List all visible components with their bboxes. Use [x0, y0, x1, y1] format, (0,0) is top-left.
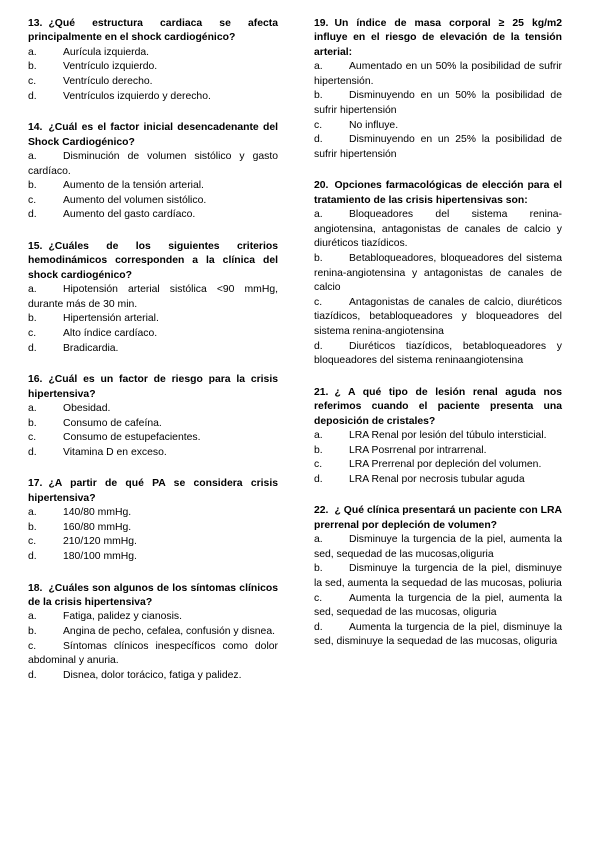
question-text: Un índice de masa corporal ≥ 25 kg/m2 influye en el riesgo de elevación de la tensión arterial:	[314, 18, 562, 58]
option-letter: c.	[28, 640, 37, 652]
option-text: Disnea, dolor torácico, fatiga y palidez.	[63, 669, 242, 681]
option-letter: d.	[28, 90, 37, 102]
answer-option	[314, 133, 562, 162]
option-letter: d.	[28, 209, 37, 221]
option-letter: b.	[314, 252, 323, 264]
question-heading	[28, 17, 278, 46]
option-letter: a.	[28, 611, 37, 623]
option-letter: b.	[28, 417, 37, 429]
option-text: Disminuyendo en un 50% la posibilidad de sufrir hipertensión	[314, 90, 562, 116]
question-number: 14.	[28, 122, 43, 134]
question-number: 16.	[28, 374, 43, 386]
question-heading	[314, 17, 562, 60]
option-letter: c.	[28, 432, 37, 444]
question-heading	[28, 477, 278, 506]
option-text: Hipertensión arterial.	[63, 313, 159, 325]
option-letter: c.	[314, 459, 323, 471]
answer-option	[314, 621, 562, 650]
question-block	[28, 373, 278, 460]
answer-option	[314, 296, 562, 340]
answer-option	[28, 431, 278, 446]
option-text: Ventrículos izquierdo y derecho.	[63, 90, 211, 102]
option-letter: b.	[28, 625, 37, 637]
question-text: ¿ Qué clínica presentará un paciente con LRA prerrenal por depleción de volumen?	[314, 505, 562, 531]
answer-option	[314, 473, 562, 488]
question-text: ¿Cuál es un factor de riesgo para la crisis hipertensiva?	[28, 374, 278, 400]
option-letter: c.	[314, 296, 323, 308]
option-text: Consumo de estupefacientes.	[63, 432, 201, 444]
question-number: 22.	[314, 505, 329, 517]
question-block	[28, 240, 278, 356]
answer-option	[28, 521, 278, 536]
answer-option	[314, 252, 562, 296]
answer-option	[28, 60, 278, 75]
option-text: Disminuye la turgencia de la piel, aumenta la sed, sequedad de las mucosas,oliguria	[314, 534, 562, 560]
option-letter: b.	[314, 90, 323, 102]
question-heading	[28, 240, 278, 283]
option-text: Aumento del volumen sistólico.	[63, 194, 207, 206]
option-text: Consumo de cafeína.	[63, 417, 162, 429]
answer-option	[28, 610, 278, 625]
option-text: Antagonistas de canales de calcio, diuréticos tiazídicos, betabloqueadores y bloqueadores del sistema renina-angiotensina	[314, 296, 562, 337]
option-text: Obesidad.	[63, 402, 111, 414]
question-number: 21.	[314, 386, 329, 398]
option-text: 180/100 mmHg.	[63, 550, 137, 562]
option-letter: d.	[28, 446, 37, 458]
option-letter: c.	[28, 194, 37, 206]
question-block	[28, 582, 278, 684]
answer-option	[28, 506, 278, 521]
option-text: No influye.	[349, 119, 399, 131]
option-letter: d.	[28, 669, 37, 681]
option-letter: a.	[28, 284, 37, 296]
answer-option	[28, 283, 278, 312]
answer-option	[314, 562, 562, 591]
option-letter: a.	[28, 151, 37, 162]
answer-option	[314, 444, 562, 459]
question-block	[314, 386, 562, 488]
option-letter: d.	[314, 621, 323, 633]
option-letter: b.	[28, 180, 37, 192]
option-letter: a.	[314, 209, 323, 221]
option-text: Aumentado en un 50% la posibilidad de sufrir hipertensión.	[314, 61, 562, 87]
question-text: ¿Cuál es el factor inicial desencadenante del Shock Cardiogénico?	[28, 122, 278, 148]
option-text: Vitamina D en exceso.	[63, 446, 167, 458]
answer-option	[28, 625, 278, 640]
option-text: Alto índice cardíaco.	[63, 327, 158, 339]
answer-option	[314, 340, 562, 369]
option-letter: a.	[314, 429, 323, 441]
option-text: LRA Prerrenal por depleción del volumen.	[349, 459, 542, 471]
option-text: Hipotensión arterial sistólica <90 mmHg, durante más de 30 min.	[28, 284, 278, 310]
question-block	[314, 504, 562, 650]
option-text: 210/120 mmHg.	[63, 536, 137, 548]
answer-option	[314, 208, 562, 252]
question-block	[314, 179, 562, 368]
option-text: Aurícula izquierda.	[63, 46, 150, 58]
option-letter: c.	[28, 327, 37, 339]
option-letter: c.	[28, 76, 37, 87]
option-letter: b.	[314, 563, 323, 575]
answer-option	[28, 327, 278, 342]
answer-option	[28, 312, 278, 327]
answer-option	[28, 550, 278, 565]
answer-option	[28, 446, 278, 461]
option-letter: a.	[28, 402, 37, 414]
option-letter: a.	[314, 61, 323, 73]
option-text: Aumenta la turgencia de la piel, disminuye la sed, disminuye la sequedad de las mucosas, oliguria	[314, 621, 562, 648]
option-text: Disminuyendo en un 25% la posibilidad de sufrir hipertensión	[314, 134, 562, 160]
answer-option	[28, 640, 278, 669]
answer-option	[28, 535, 278, 550]
option-letter: d.	[314, 340, 323, 352]
answer-option	[314, 89, 562, 118]
left-column	[28, 17, 278, 700]
option-text: Fatiga, palidez y cianosis.	[63, 611, 182, 623]
option-letter: d.	[28, 342, 37, 354]
option-text: LRA Posrrenal por intrarrenal.	[349, 444, 487, 456]
answer-option	[28, 179, 278, 194]
option-text: Disminuye la turgencia de la piel, disminuye la sed, aumenta la sequedad de las mucosas, poliuria	[314, 563, 562, 589]
question-heading	[28, 373, 278, 402]
answer-option	[28, 75, 278, 90]
option-letter: d.	[314, 473, 323, 485]
question-number: 19.	[314, 18, 329, 29]
question-number: 15.	[28, 240, 43, 252]
option-text: Bradicardia.	[63, 342, 119, 354]
option-letter: a.	[28, 507, 37, 519]
answer-option	[314, 592, 562, 621]
answer-option	[314, 60, 562, 89]
option-letter: a.	[314, 534, 323, 546]
answer-option	[28, 342, 278, 357]
question-heading	[28, 582, 278, 611]
option-letter: c.	[314, 592, 323, 604]
question-heading	[314, 504, 562, 533]
option-letter: b.	[314, 444, 323, 456]
question-text: Opciones farmacológicas de elección para el tratamiento de las crisis hipertensivas son:	[314, 180, 562, 206]
option-text: Betabloqueadores, bloqueadores del sistema renina-angiotensina y antagonistas de canales de calcio	[314, 252, 562, 294]
question-number: 17.	[28, 478, 43, 490]
option-text: Angina de pecho, cefalea, confusión y disnea.	[63, 625, 276, 637]
answer-option	[28, 669, 278, 684]
answer-option	[28, 208, 278, 223]
option-text: Bloqueadores del sistema renina-angiotensina, antagonistas de canales de calcio y diuréticos tiazídicos.	[314, 209, 562, 250]
question-heading	[28, 121, 278, 150]
answer-option	[314, 533, 562, 562]
answer-option	[314, 429, 562, 444]
option-letter: c.	[314, 119, 323, 131]
question-text: ¿Cuáles de los siguientes criterios hemodinámicos corresponden a la clínica del shock cardiogénico?	[28, 240, 278, 281]
option-letter: c.	[28, 536, 37, 548]
question-block	[28, 17, 278, 104]
option-letter: b.	[28, 61, 37, 73]
question-block	[28, 477, 278, 564]
answer-option	[28, 194, 278, 209]
right-column	[314, 17, 562, 667]
answer-option	[28, 90, 278, 105]
question-heading	[314, 386, 562, 429]
option-text: LRA Renal por necrosis tubular aguda	[349, 473, 525, 485]
option-text: Aumenta la turgencia de la piel, aumenta la sed, sequedad de las mucosas, oliguria	[314, 592, 562, 619]
question-text: ¿ A qué tipo de lesión renal aguda nos referimos cuando el paciente presenta una deposición de cristales?	[314, 386, 562, 427]
option-letter: b.	[28, 521, 37, 533]
option-letter: d.	[28, 550, 37, 562]
answer-option	[28, 402, 278, 417]
answer-option	[314, 119, 562, 134]
option-text: Ventrículo izquierdo.	[63, 61, 158, 73]
question-text: ¿A partir de qué PA se considera crisis hipertensiva?	[28, 478, 278, 504]
option-text: 140/80 mmHg.	[63, 507, 132, 519]
question-block	[28, 121, 278, 223]
question-text: ¿Cuáles son algunos de los síntomas clínicos de la crisis hipertensiva?	[28, 582, 278, 608]
answer-option	[314, 458, 562, 473]
question-block	[314, 17, 562, 162]
answer-option	[28, 150, 278, 179]
option-text: Aumento de la tensión arterial.	[63, 180, 204, 192]
option-text: Ventrículo derecho.	[63, 76, 153, 87]
option-text: LRA Renal por lesión del túbulo intersticial.	[349, 429, 547, 441]
question-number: 20.	[314, 180, 329, 192]
question-text: ¿Qué estructura cardiaca se afecta principalmente en el shock cardiogénico?	[28, 18, 278, 44]
option-text: Diuréticos tiazídicos, betabloqueadores y bloqueadores del sistema reninaangiotensina	[314, 340, 562, 367]
option-letter: b.	[28, 313, 37, 325]
answer-option	[28, 417, 278, 432]
question-number: 18.	[28, 582, 43, 594]
option-text: Síntomas clínicos inespecíficos como dolor abdominal y anuria.	[28, 640, 278, 667]
question-heading	[314, 179, 562, 208]
option-letter: d.	[314, 134, 323, 146]
option-letter: a.	[28, 46, 37, 58]
question-number: 13.	[28, 18, 43, 29]
answer-option	[28, 46, 278, 61]
option-text: Aumento del gasto cardíaco.	[63, 209, 196, 221]
option-text: Disminución de volumen sistólico y gasto cardíaco.	[28, 151, 278, 177]
option-text: 160/80 mmHg.	[63, 521, 132, 533]
